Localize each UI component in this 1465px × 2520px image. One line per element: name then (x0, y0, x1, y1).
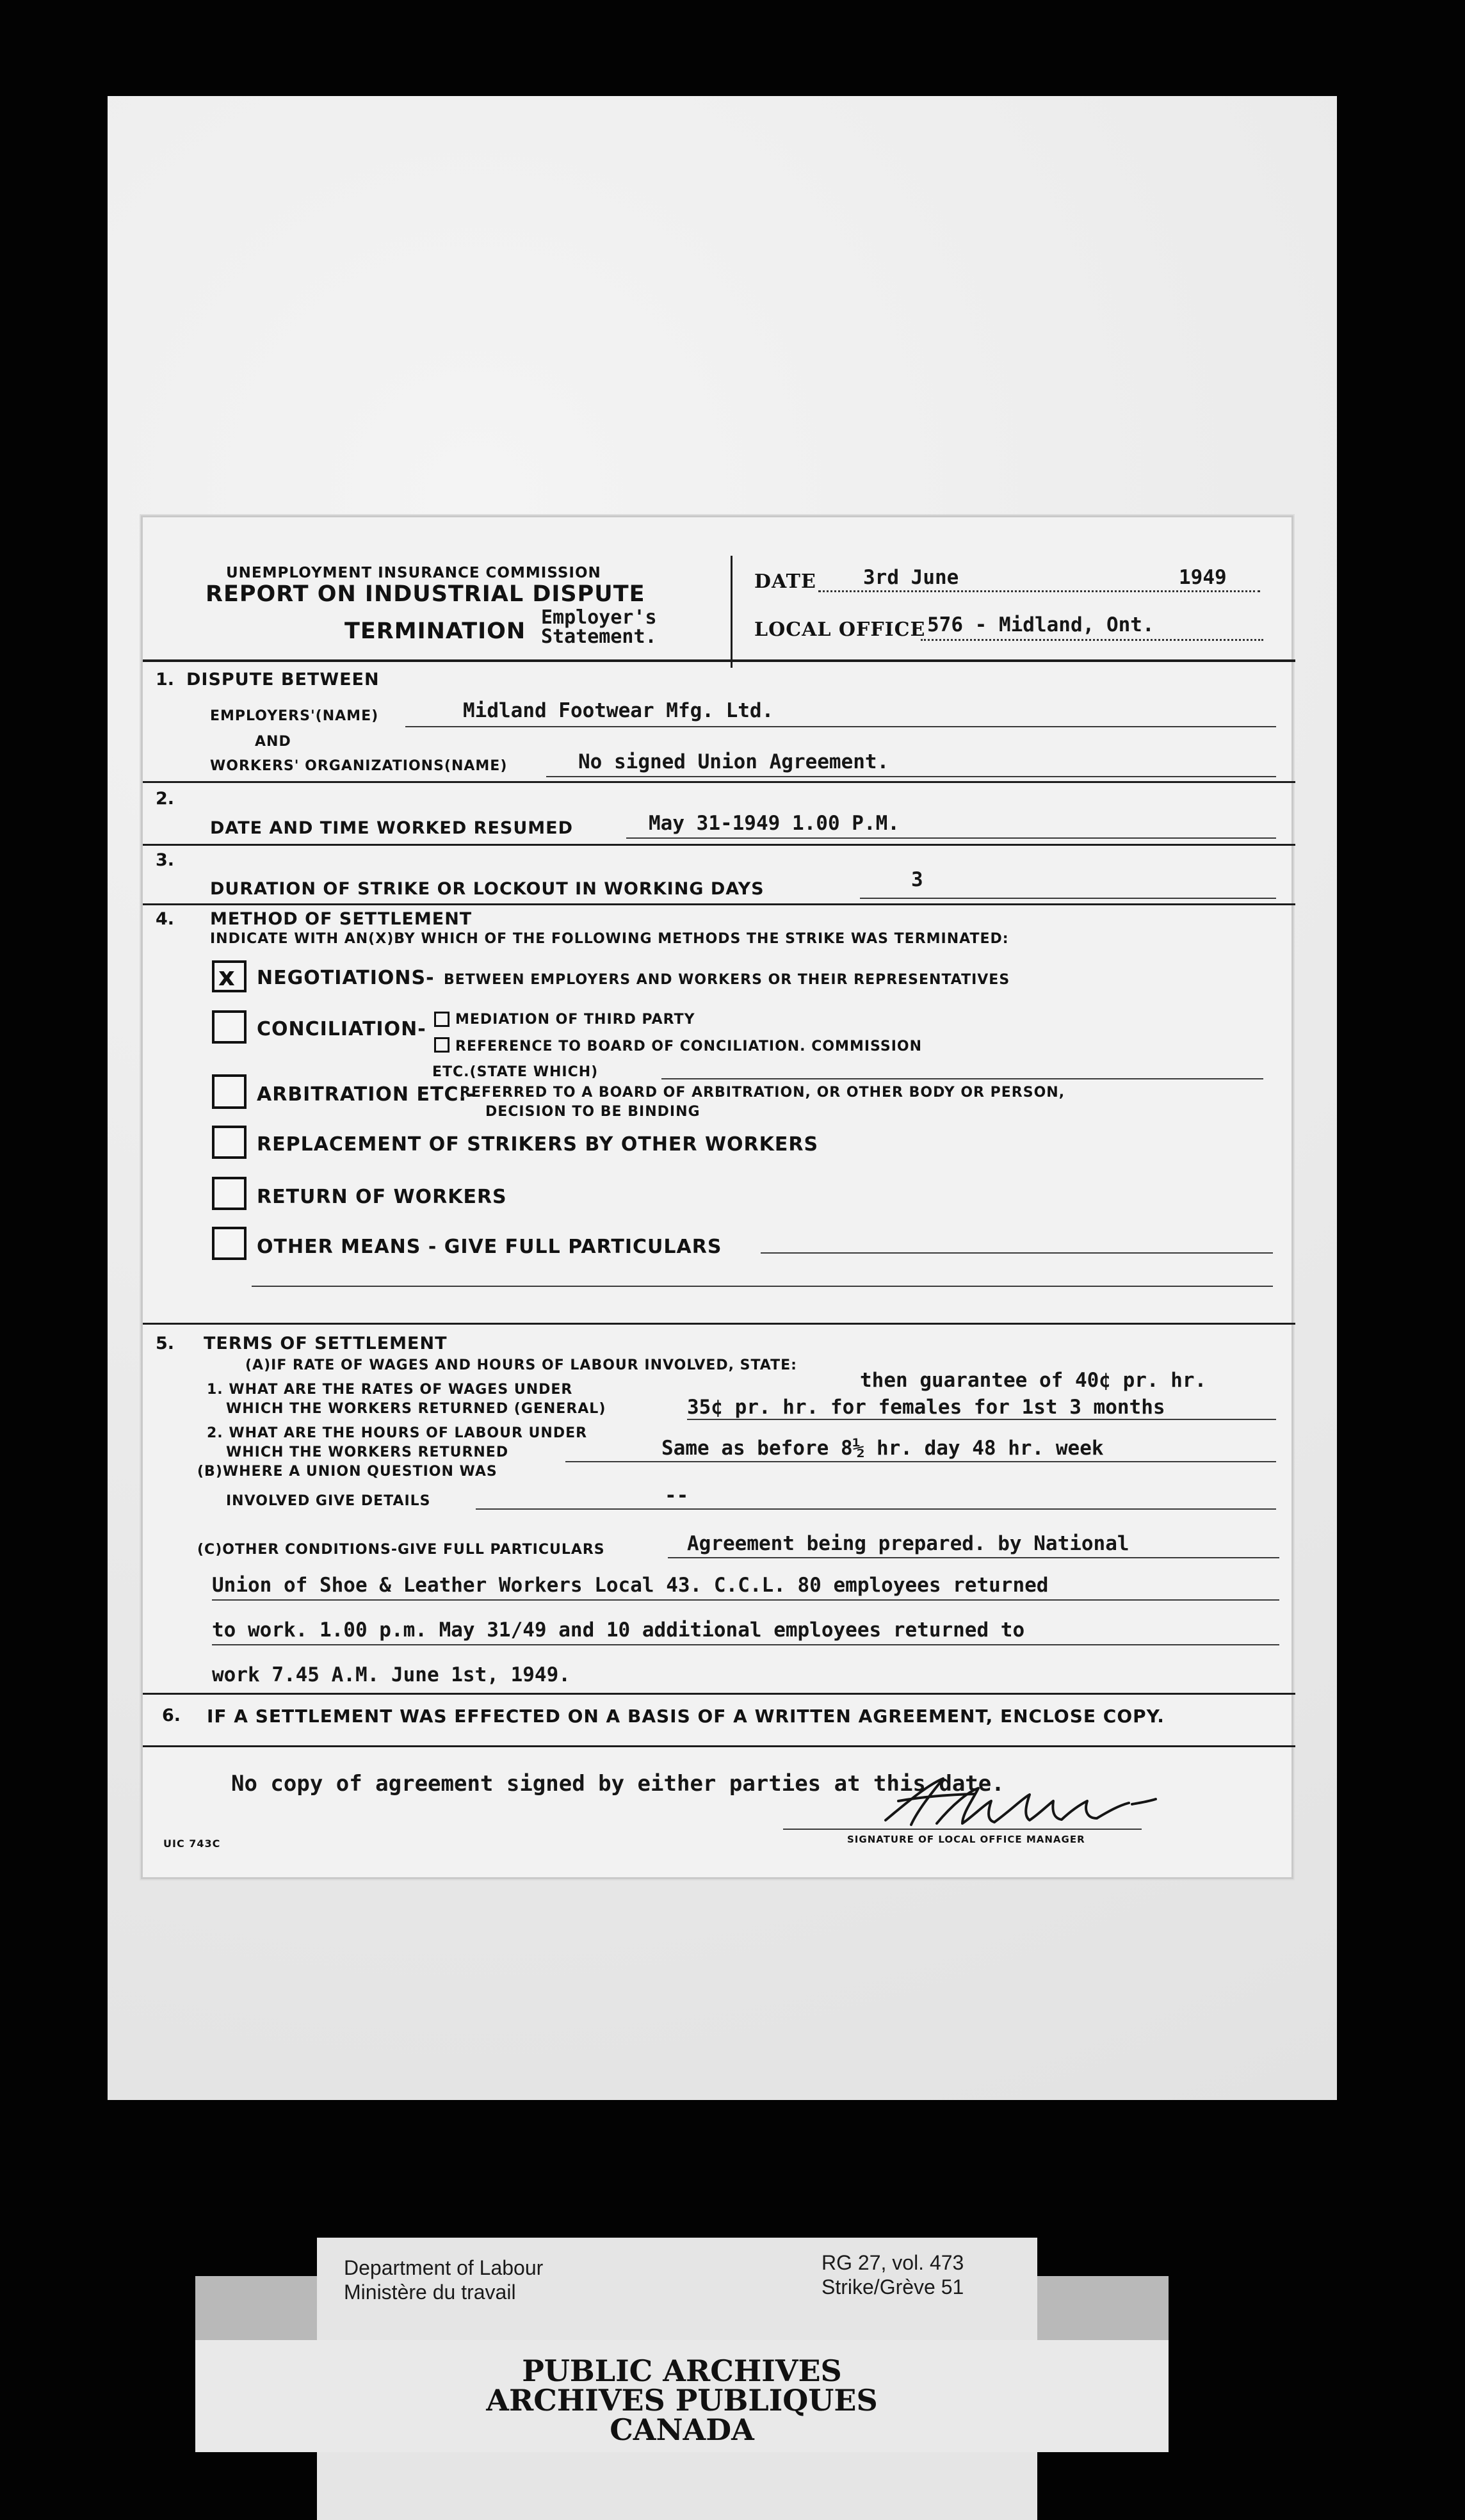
local-office-field-line (921, 639, 1263, 641)
union-field-line (476, 1508, 1276, 1510)
section6-number: 6. (162, 1706, 181, 1725)
section2-number: 2. (156, 789, 175, 809)
section6-rule (143, 1745, 1295, 1747)
section6-label: IF A SETTLEMENT WAS EFFECTED ON A BASIS OF A WRITTEN AGREEMENT, ENCLOSE COPY. (207, 1706, 1165, 1727)
dispute-report-form (141, 515, 1293, 1879)
state-which-field-line (661, 1078, 1263, 1079)
hours-question-line1: 2. WHAT ARE THE HOURS OF LABOUR UNDER (207, 1425, 588, 1441)
termination-label: TERMINATION (344, 618, 526, 644)
other-conditions-field-line1 (668, 1557, 1279, 1558)
arbitration-checkbox[interactable] (212, 1074, 247, 1109)
date-resumed-field-line (626, 837, 1276, 839)
form-code: UIC 743C (163, 1838, 221, 1850)
arbitration-desc1: REFERRED TO A BOARD OF ARBITRATION, OR OTHER BODY OR PERSON, (460, 1085, 1065, 1101)
negotiations-label: NEGOTIATIONS- (257, 967, 435, 989)
header-rule (143, 659, 1295, 662)
mediation-checkbox[interactable] (434, 1012, 449, 1027)
date-field-line (818, 590, 1260, 592)
section4-title: METHOD OF SETTLEMENT (210, 909, 473, 929)
duration-field-line (860, 898, 1276, 899)
wages-field-line (687, 1419, 1276, 1420)
arbitration-desc2: DECISION TO BE BINDING (485, 1104, 700, 1120)
report-title: REPORT ON INDUSTRIAL DISPUTE (206, 581, 645, 607)
record-group-volume: RG 27, vol. 473 (822, 2251, 964, 2274)
mediation-label: MEDIATION OF THIRD PARTY (455, 1012, 695, 1028)
hours-answer: Same as before 8½ hr. day 48 hr. week (661, 1437, 1104, 1460)
hours-question-line2: WHICH THE WORKERS RETURNED (226, 1444, 509, 1460)
section5-number: 5. (156, 1334, 175, 1353)
section5-rule (143, 1693, 1295, 1695)
local-office-value: 576 - Midland, Ont. (927, 613, 1154, 636)
statement-type-line1: Employer's (541, 606, 657, 629)
other-conditions-label: (C)OTHER CONDITIONS-GIVE FULL PARTICULARS (197, 1542, 605, 1558)
employers-field-line (405, 726, 1276, 727)
duration-value: 3 (911, 868, 923, 891)
commission-name: UNEMPLOYMENT INSURANCE COMMISSION (226, 565, 601, 581)
manager-signature (866, 1766, 1161, 1843)
section4-rule (143, 1323, 1295, 1325)
department-french: Ministère du travail (344, 2281, 516, 2304)
negotiations-checkbox[interactable] (212, 960, 247, 992)
workers-field-line (546, 776, 1276, 777)
date-value: 3rd June (863, 566, 959, 589)
section1-number: 1. (156, 670, 175, 690)
workers-value: No signed Union Agreement. (578, 750, 889, 773)
reference-board-label: REFERENCE TO BOARD OF CONCILIATION. COMMISSION (455, 1038, 923, 1054)
other-conditions-field-line3 (212, 1644, 1279, 1645)
wages-answer-line1: then guarantee of 40¢ pr. hr. (860, 1369, 1207, 1392)
wages-question-line2: WHICH THE WORKERS RETURNED (GENERAL) (226, 1401, 606, 1417)
union-question-line1: (B)WHERE A UNION QUESTION WAS (197, 1464, 498, 1480)
wages-question-line1: 1. WHAT ARE THE RATES OF WAGES UNDER (207, 1382, 573, 1398)
employers-value: Midland Footwear Mfg. Ltd. (463, 699, 774, 722)
date-year: 1949 (1179, 566, 1227, 589)
replacement-label: REPLACEMENT OF STRIKERS BY OTHER WORKERS (257, 1133, 819, 1156)
other-means-label: OTHER MEANS - GIVE FULL PARTICULARS (257, 1236, 722, 1258)
section2-rule (143, 844, 1295, 846)
duration-label: DURATION OF STRIKE OR LOCKOUT IN WORKING DAYS (210, 879, 765, 899)
workers-label: WORKERS' ORGANIZATIONS(NAME) (210, 758, 508, 774)
hours-field-line (565, 1461, 1276, 1462)
archives-title-french: ARCHIVES PUBLIQUES (486, 2383, 878, 2418)
section1-rule (143, 781, 1295, 783)
other-means-field-line (761, 1252, 1273, 1254)
negotiations-mark: x (218, 962, 235, 992)
arbitration-label: ARBITRATION ETC.- (257, 1083, 476, 1106)
strike-number: Strike/Grève 51 (822, 2275, 964, 2298)
conciliation-checkbox[interactable] (212, 1010, 247, 1044)
replacement-checkbox[interactable] (212, 1126, 247, 1159)
union-answer: -- (665, 1484, 689, 1507)
reference-board-checkbox[interactable] (434, 1037, 449, 1053)
agreement-note: No copy of agreement signed by either parties at this date. (231, 1771, 1005, 1797)
section1-title: DISPUTE BETWEEN (186, 670, 380, 690)
state-which-label: ETC.(STATE WHICH) (432, 1064, 599, 1080)
other-conditions-line4: work 7.45 A.M. June 1st, 1949. (212, 1663, 571, 1686)
section4-number: 4. (156, 909, 175, 929)
section4-instruction: INDICATE WITH AN(X)BY WHICH OF THE FOLLOWING METHODS THE STRIKE WAS TERMINATED: (210, 931, 1009, 947)
employers-label: EMPLOYERS'(NAME) (210, 708, 379, 724)
archives-country: CANADA (610, 2412, 754, 2447)
other-conditions-line1: Agreement being prepared. by National (687, 1532, 1129, 1555)
signature-line (783, 1829, 1142, 1830)
other-means-field-line2 (252, 1286, 1273, 1287)
section5-title: TERMS OF SETTLEMENT (204, 1334, 448, 1353)
section3-number: 3. (156, 850, 175, 870)
date-label: DATE (754, 570, 816, 593)
statement-type (541, 608, 657, 647)
and-label: AND (255, 734, 291, 750)
wages-hours-instruction: (A)IF RATE OF WAGES AND HOURS OF LABOUR INVOLVED, STATE: (245, 1357, 797, 1373)
statement-type-line2: Statement. (541, 626, 657, 648)
archives-title-english: PUBLIC ARCHIVES (522, 2354, 842, 2388)
date-resumed-label: DATE AND TIME WORKED RESUMED (210, 818, 573, 838)
date-resumed-value: May 31-1949 1.00 P.M. (649, 812, 900, 835)
return-workers-checkbox[interactable] (212, 1177, 247, 1210)
header-divider (731, 556, 732, 668)
negotiations-desc: BETWEEN EMPLOYERS AND WORKERS OR THEIR REPRESENTATIVES (444, 972, 1010, 988)
signature-label: SIGNATURE OF LOCAL OFFICE MANAGER (847, 1834, 1085, 1845)
union-question-line2: INVOLVED GIVE DETAILS (226, 1493, 431, 1509)
local-office-label: LOCAL OFFICE (754, 618, 926, 641)
return-workers-label: RETURN OF WORKERS (257, 1186, 507, 1208)
other-conditions-line2: Union of Shoe & Leather Workers Local 43. C.C.L. 80 employees returned (212, 1574, 1049, 1597)
other-conditions-line3: to work. 1.00 p.m. May 31/49 and 10 additional employees returned to (212, 1619, 1025, 1642)
department-english: Department of Labour (344, 2256, 544, 2279)
conciliation-label: CONCILIATION- (257, 1018, 426, 1040)
section3-rule (143, 903, 1295, 905)
other-means-checkbox[interactable] (212, 1227, 247, 1260)
other-conditions-field-line2 (212, 1599, 1279, 1601)
wages-answer-line2: 35¢ pr. hr. for females for 1st 3 months (687, 1396, 1165, 1419)
